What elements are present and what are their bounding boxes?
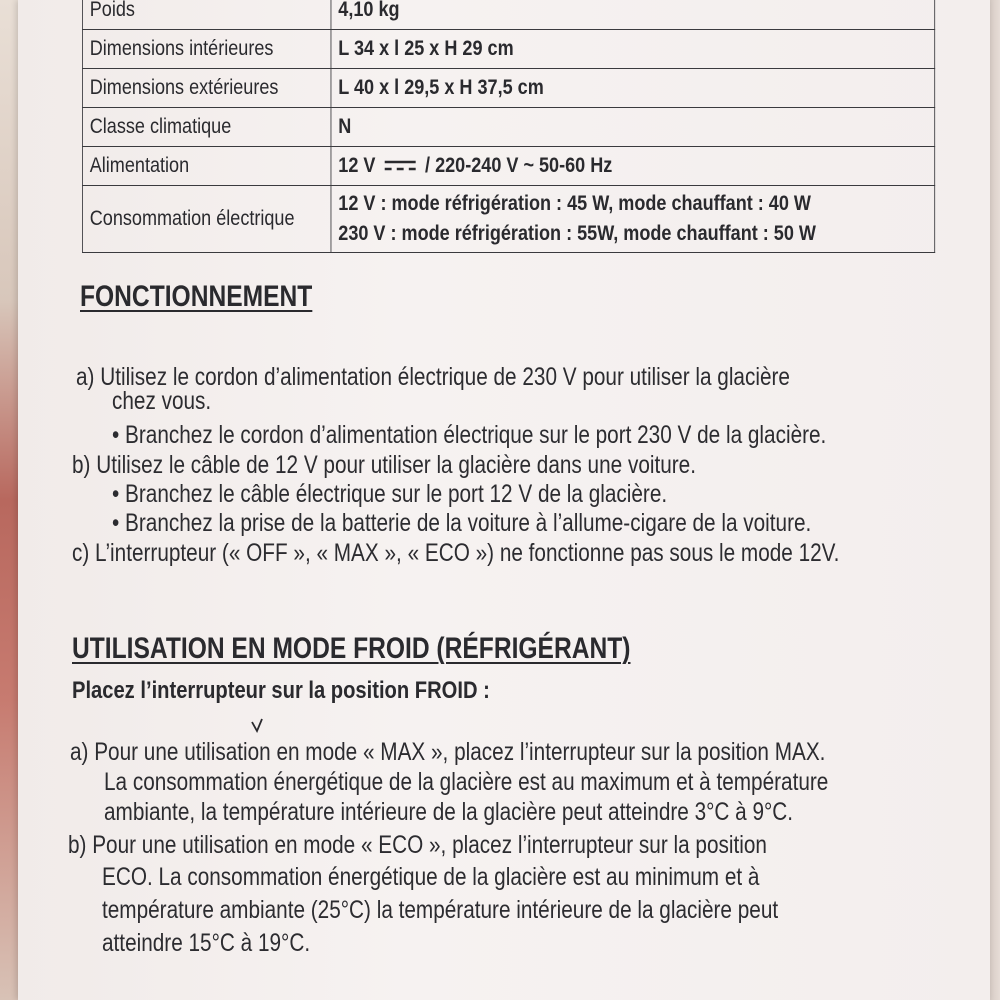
section-heading-mode-froid: UTILISATION EN MODE FROID (RÉFRIGÉRANT) xyxy=(72,632,631,665)
list-item: ECO. La consommation énergétique de la glacière est au minimum et à xyxy=(102,863,760,891)
table-row xyxy=(82,147,934,186)
table-row xyxy=(82,186,934,253)
spec-value-weight: 4,10 kg xyxy=(331,0,935,30)
spec-label-power-consumption: Consommation électrique xyxy=(82,186,331,253)
spec-value-power-supply xyxy=(331,147,935,186)
section-subheading: Placez l’interrupteur sur la position FROID : xyxy=(72,677,490,704)
consumption-12v: 12 V : mode réfrigération : 45 W, mode chauffant : 40 W xyxy=(338,192,811,215)
table-row xyxy=(82,0,934,30)
spec-value-power-consumption xyxy=(331,186,935,253)
dc-current-icon xyxy=(384,160,417,172)
power-supply-ac-voltage: / 220-240 V ~ 50-60 Hz xyxy=(425,154,613,177)
list-item: a) Utilisez le cordon d’alimentation électrique de 230 V pour utiliser la glacière xyxy=(76,363,790,391)
spec-value-outer-dimensions: L 40 x l 29,5 x H 37,5 cm xyxy=(331,69,935,108)
list-item: • Branchez la prise de la batterie de la voiture à l’allume-cigare de la voiture. xyxy=(112,509,812,537)
list-item: chez vous. xyxy=(112,387,212,415)
list-item: b) Pour une utilisation en mode « ECO », placez l’interrupteur sur la position xyxy=(68,831,767,859)
section-heading-fonctionnement: FONCTIONNEMENT xyxy=(80,280,313,313)
table-row xyxy=(82,69,934,108)
spec-label-climate-class: Classe climatique xyxy=(82,108,331,147)
list-item: • Branchez le cordon d’alimentation électrique sur le port 230 V de la glacière. xyxy=(112,421,827,449)
pen-mark-icon xyxy=(250,718,264,734)
list-item: atteindre 15°C à 19°C. xyxy=(102,929,311,957)
list-item: a) Pour une utilisation en mode « MAX », placez l’interrupteur sur la position MAX. xyxy=(70,738,826,766)
consumption-230v: 230 V : mode réfrigération : 55W, mode chauffant : 50 W xyxy=(338,222,816,245)
list-item: • Branchez le câble électrique sur le port 12 V de la glacière. xyxy=(112,480,668,508)
list-item: ambiante, la température intérieure de la glacière peut atteindre 3°C à 9°C. xyxy=(104,798,794,826)
table-row xyxy=(82,30,934,69)
list-item: c) L’interrupteur (« OFF », « MAX », « ECO ») ne fonctionne pas sous le mode 12V. xyxy=(72,539,840,567)
list-item: température ambiante (25°C) la température intérieure de la glacière peut xyxy=(102,896,779,924)
spec-label-outer-dimensions: Dimensions extérieures xyxy=(82,69,331,108)
spec-value-climate-class: N xyxy=(331,108,935,147)
spec-label-weight: Poids xyxy=(82,0,331,30)
spec-table xyxy=(82,0,935,253)
list-item: La consommation énergétique de la glacière est au maximum et à température xyxy=(104,768,829,796)
list-item: b) Utilisez le câble de 12 V pour utiliser la glacière dans une voiture. xyxy=(72,451,696,479)
spec-value-inner-dimensions: L 34 x l 25 x H 29 cm xyxy=(331,30,935,69)
spec-label-inner-dimensions: Dimensions intérieures xyxy=(82,30,331,69)
power-supply-dc-voltage: 12 V xyxy=(338,154,376,177)
spec-label-power-supply: Alimentation xyxy=(82,147,331,186)
table-row xyxy=(82,108,934,147)
